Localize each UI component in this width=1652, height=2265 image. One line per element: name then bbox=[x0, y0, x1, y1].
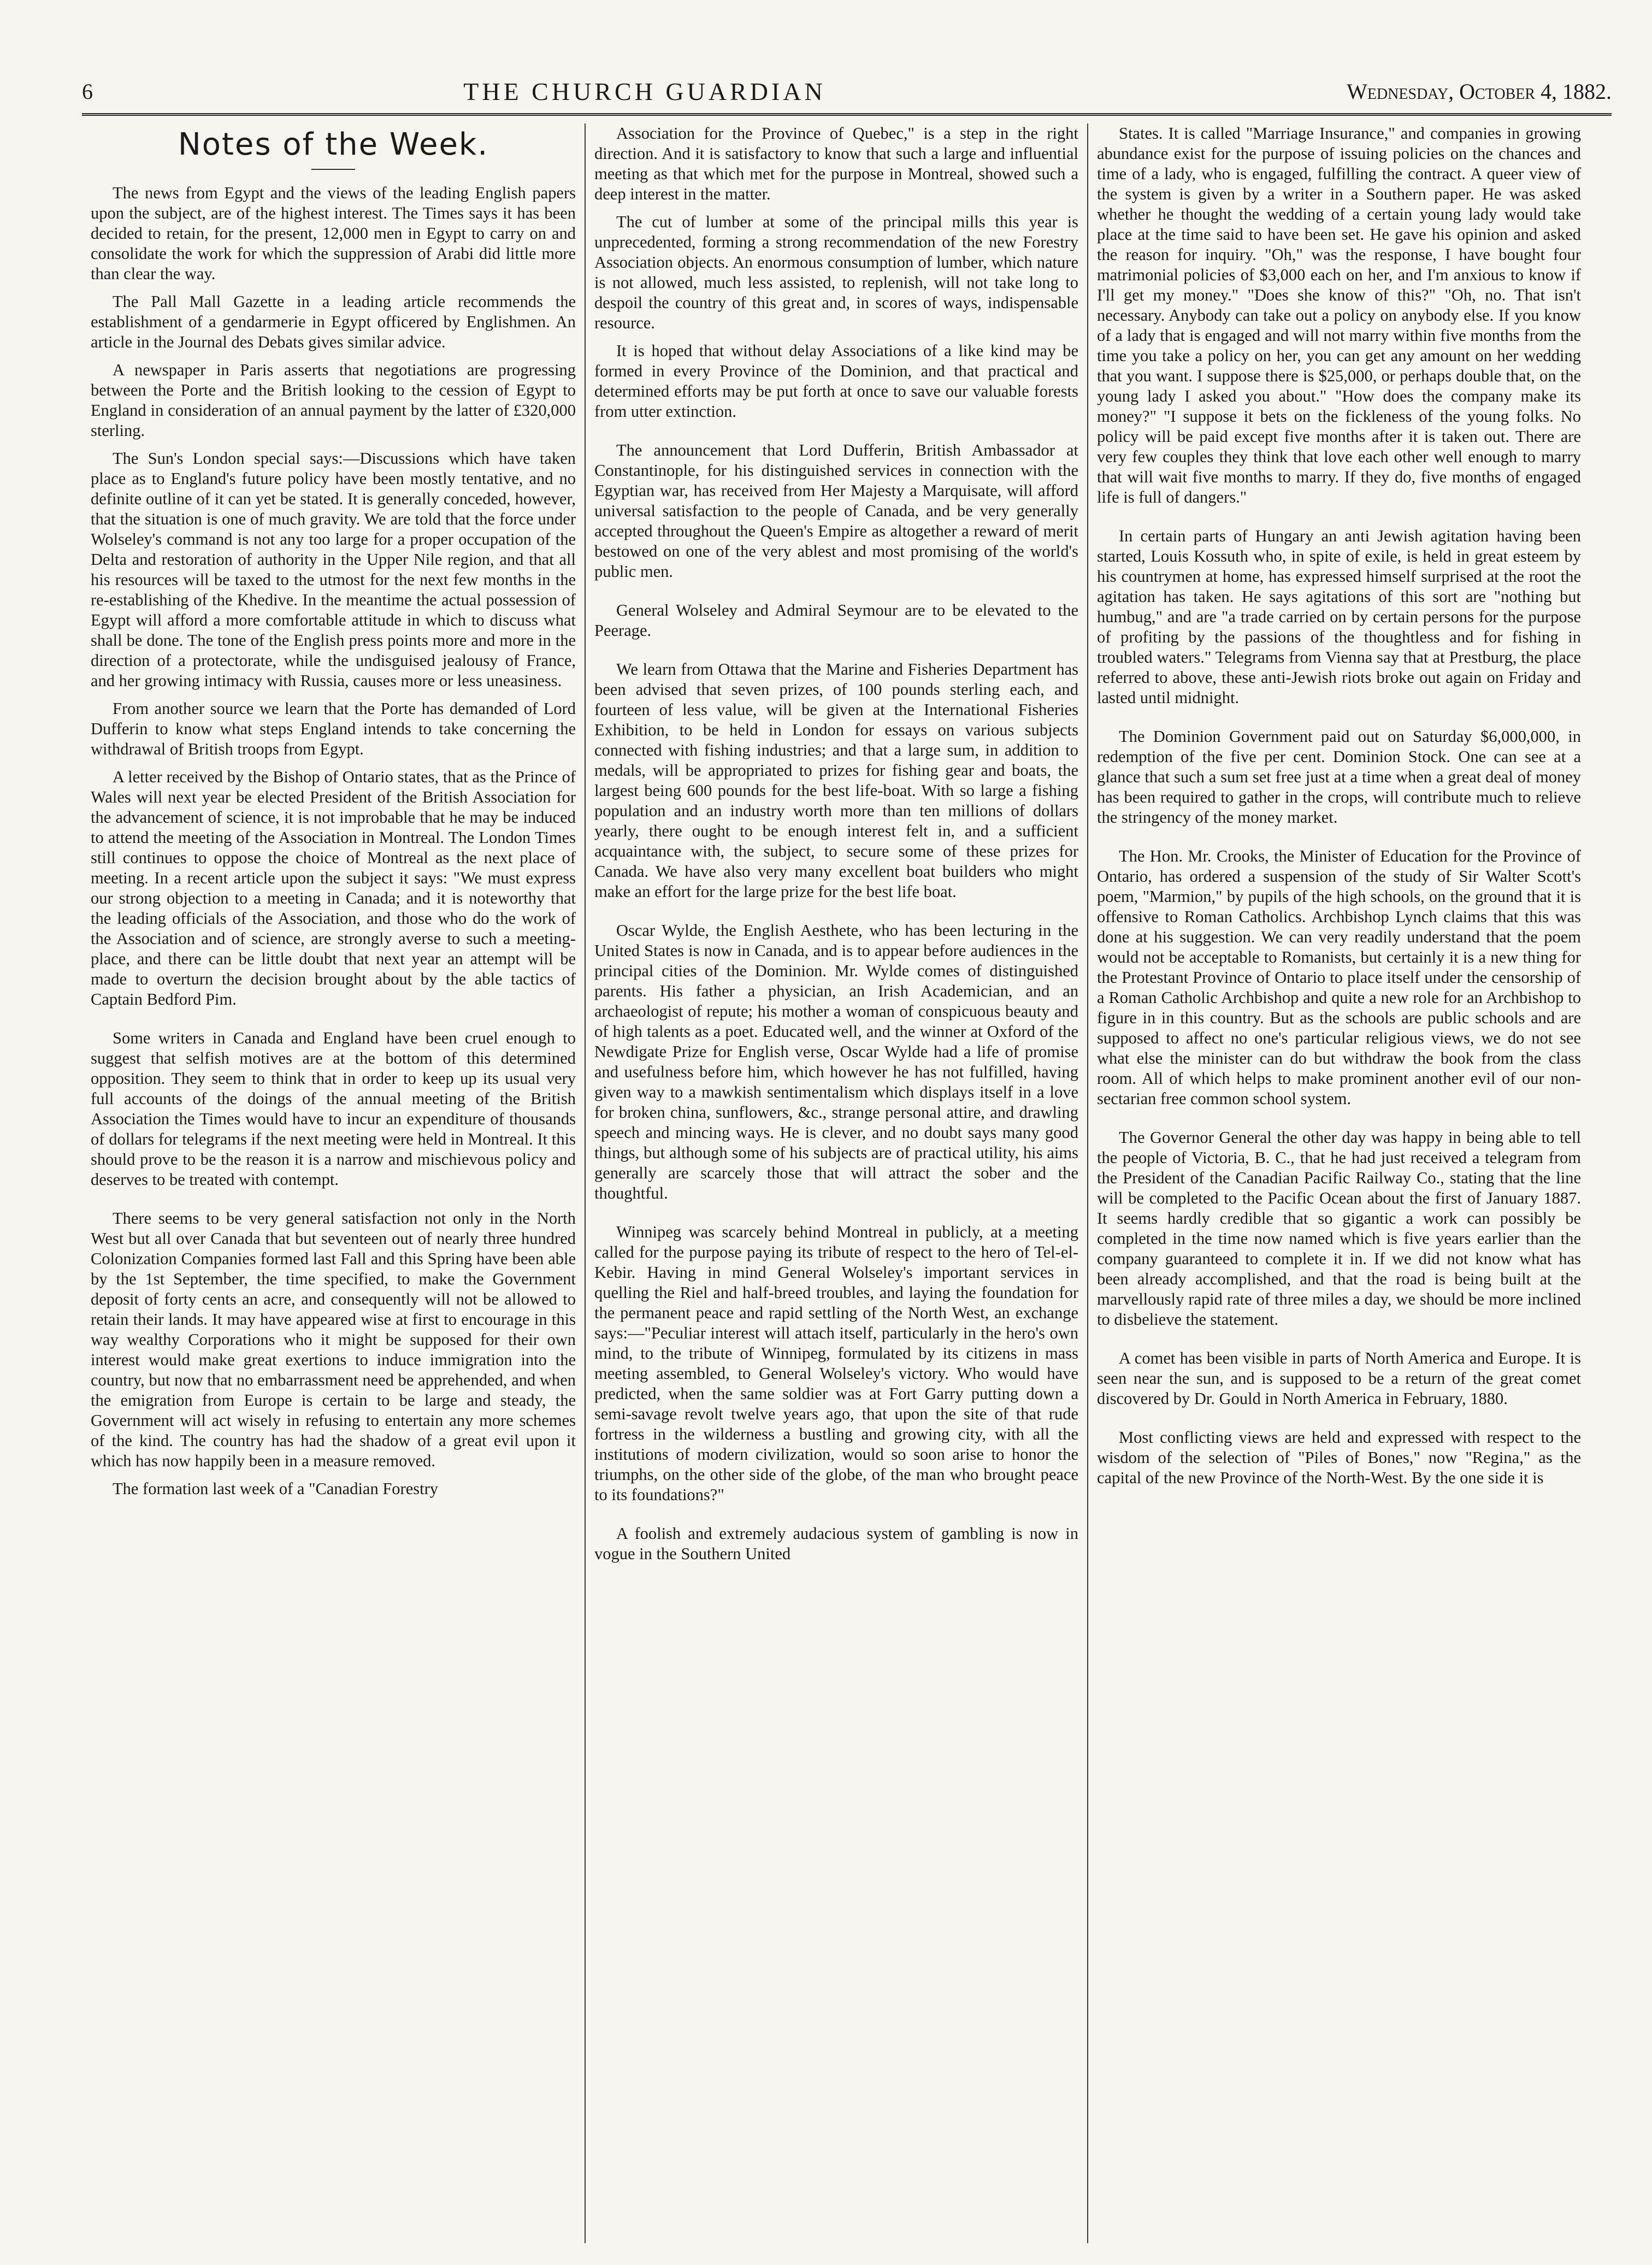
newspaper-title: THE CHURCH GUARDIAN bbox=[463, 77, 826, 105]
article-columns bbox=[82, 123, 1612, 2243]
paragraph: A letter received by the Bishop of Ontario states, that as the Prince of Wales will next year be elected President of the British Association for the advancement of science, it is not improbable that he may be induced to attend the meeting of the Association in Montreal. The London Times still continues to oppose the choice of Montreal as the next place of meeting. In a recent article upon the subject it says: "We must express our strong objection to a meeting in Canada; and it is noteworthy that the leading officials of the Association, and those who do the work of the Association and of science, are strongly averse to such a meeting-place, and there can be little doubt that next year an attempt will be made to overturn the decision brought about by the able tactics of Captain Bedford Pim. bbox=[91, 768, 576, 1008]
paragraph: Association for the Province of Quebec," is a step in the right direction. And it is satisfactory to know that such a large and influential meeting as that which met for the purpose in Montreal, showed such a deep interest in the matter. bbox=[594, 124, 1078, 203]
column-1-paragraphs bbox=[91, 183, 576, 1499]
paragraph: In certain parts of Hungary an anti Jewish agitation having been started, Louis Kossuth who, in spite of exile, is held in great esteem by his countrymen at home, has expressed himself surprised at the root the agitation has taken. He says agitations of this sort are "nothing but humbug," and are "a trade carried on by certain persons for the purpose of profiting by the passions of the thoughtless and for fishing in troubled waters." Telegrams from Vienna say that at Prestburg, the place referred to above, these anti-Jewish riots broke out again on Friday and lasted until midnight. bbox=[1097, 527, 1581, 707]
paragraph: Oscar Wylde, the English Aesthete, who has been lecturing in the United States is now in Canada, and is to appear before audiences in the principal cities of the Dominion. Mr. Wylde comes of distinguished parents. His father a physician, an Irish Academician, and an archaeologist of repute; his mother a woman of conspicuous beauty and of high talents as a poet. Educated well, and the winner at Oxford of the Newdigate Prize for English verse, Oscar Wylde had a life of promise and usefulness before him, which however he has not fulfilled, having given way to a mawkish sentimentalism which displays itself in a love for broken china, sunflowers, &c., strange personal attire, and drawling speech and mincing ways. He is clever, and no doubt says many good things, but although some of his subjects are of practical utility, his aims generally are scarcely those that will attract the sober and the thoughtful. bbox=[594, 921, 1078, 1202]
paragraph: A foolish and extremely audacious system of gambling is now in vogue in the Southern United bbox=[594, 1524, 1078, 1563]
paragraph: The Dominion Government paid out on Saturday $6,000,000, in redemption of the five per cent. Dominion Stock. One can see at a glance that such a sum set free just at a time when a great deal of money has been required to gather in the crops, will contribute much to relieve the stringency of the money market. bbox=[1097, 727, 1581, 827]
column-2-paragraphs bbox=[594, 123, 1078, 1564]
paragraph: Winnipeg was scarcely behind Montreal in publicly, at a meeting called for the purpose paying its tribute of respect to the hero of Tel-el-Kebir. Having in mind General Wolseley's important services in quelling the Riel and half-breed troubles, and laying the foundation for the permanent peace and rapid settling of the North West, an exchange says:—"Peculiar interest will attach itself, particularly in the hero's own mind, to the tribute of Winnipeg, formulated by its citizens in mass meeting assembled, to General Wolseley's victory. Who would have predicted, when the same soldier was at Fort Garry putting down a semi-savage revolt twelve years ago, that upon the site of that rude fortress in the wilderness a bustling and growing city, with all the institutions of modern civilization, would so soon arise to honor the triumphs, on the other side of the globe, of the man who brought peace to its foundations?" bbox=[594, 1223, 1078, 1504]
masthead-rule bbox=[82, 113, 1612, 116]
paragraph: The Hon. Mr. Crooks, the Minister of Education for the Province of Ontario, has ordered a suspension of the study of Sir Walter Scott's poem, "Marmion," by pupils of the high schools, on the ground that it is offensive to Roman Catholics. Archbishop Lynch claims that this was done at his suggestion. We can very readily understand that the poem would not be acceptable to Romanists, but certainly it is a new thing for the Protestant Province of Ontario to place itself under the censorship of a Roman Catholic Archbishop and quite a new role for an Archbishop to figure in in this country. But as the schools are public schools and are supposed to affect no one's particular religious views, we do not see what else the minister can do but withdraw the book from the class room. All of which helps to make prominent another evil of our non-sectarian free common school system. bbox=[1097, 847, 1581, 1108]
paragraph: General Wolseley and Admiral Seymour are to be elevated to the Peerage. bbox=[594, 601, 1078, 640]
paragraph: The Pall Mall Gazette in a leading article recommends the establishment of a gendarmerie in Egypt officered by Englishmen. An article in the Journal des Debats gives similar advice. bbox=[91, 292, 576, 351]
paragraph: From another source we learn that the Porte has demanded of Lord Dufferin to know what steps England intends to take concerning the withdrawal of British troops from Egypt. bbox=[91, 699, 576, 758]
paragraph: We learn from Ottawa that the Marine and Fisheries Department has been advised that seven prizes, of 100 pounds sterling each, and fourteen of less value, will be given at the International Fisheries Exhibition, to be held in London for essays on various subjects connected with fishing industries; and that a large sum, in addition to medals, will be appropriated to prizes for fishing gear and boats, the largest being 600 pounds for the best life-boat. With so large a fishing population and an industry worth more than ten millions of dollars yearly, there ought to be enough interest felt in, and a sufficient acquaintance with, the subject, to secure some of these prizes for Canada. We have also very many excellent boat builders who might make an effort for the large prize for the best life boat. bbox=[594, 660, 1078, 901]
paragraph: Some writers in Canada and England have been cruel enough to suggest that selfish motives are at the bottom of this determined opposition. They seem to think that in order to keep up its usual very full accounts of the doings of the annual meeting of the British Association the Times would have to incur an expenditure of thousands of dollars for telegrams if the next meeting were held in Montreal. It this should prove to be the reason it is a narrow and mischievous policy and deserves to be treated with contempt. bbox=[91, 1029, 576, 1189]
column-3-paragraphs bbox=[1097, 123, 1581, 1488]
masthead bbox=[82, 70, 1612, 113]
paragraph: The announcement that Lord Dufferin, British Ambassador at Constantinople, for his distinguished services in connection with the Egyptian war, has received from Her Majesty a Marquisate, will afford universal satisfaction to the people of Canada, and be very generally accepted throughout the Queen's Empire as altogether a reward of merit bestowed on one of the very ablest and most promising of the world's public men. bbox=[594, 441, 1078, 581]
paragraph: There seems to be very general satisfaction not only in the North West but all over Canada that but seventeen out of nearly three hundred Colonization Companies formed last Fall and this Spring have been able by the 1st September, the time specified, to make the Government deposit of forty cents an acre, and consequently will not be allowed to retain their lands. It may have appeared wise at first to encourage in this way wealthy Corporations who it might be supposed for their own interest would make great exertions to induce immigration into the country, but now that no embarrassment need be apprehended, and when the emigration from Europe is certain to be large and steady, the Government will act wisely in refusing to entertain any more schemes of the kind. The country has had the shadow of a great evil upon it which has now happily been in a measure removed. bbox=[91, 1209, 576, 1470]
section-heading: Notes of the Week. bbox=[178, 127, 489, 162]
column-3 bbox=[1087, 123, 1590, 2243]
page-number: 6 bbox=[82, 79, 93, 104]
paragraph: States. It is called "Marriage Insurance," and companies in growing abundance exist for the purpose of issuing policies on the chances and time of a lady, who is engaged, fulfilling the contract. A queer view of the system is given by a writer in a Southern paper. He was asked whether he thought the wedding of a certain young lady would take place at the time said to have been set. He gave his opinion and asked the reason for inquiry. "Oh," was the response, I have bought four matrimonial policies of $3,000 each on her, and I'm anxious to know if I'll get my money." "Does she know of this?" "Oh, no. That isn't necessary. Anybody can take out a policy on anybody else. If you know of a lady that is engaged and will not marry within five months from the time you take a policy on her, you can get any amount on her wedding that you want. I suppose there is $25,000, or perhaps double that, on the young lady I asked you about." "How does the company make its money?" "I suppose it bets on the fickleness of the young folks. No policy will be paid except five months after it is taken out. There are very few couples they think that love each other well enough to marry that will wait five months to marry. If they do, five months of engaged life is full of dangers." bbox=[1097, 124, 1581, 506]
paragraph: The Sun's London special says:—Discussions which have taken place as to England's future policy have been mostly tentative, and no definite outline of it can yet be stated. It is generally conceded, however, that the situation is one of much gravity. We are told that the force under Wolseley's command is not any too large for a proper occupation of the Delta and restoration of authority in the Upper Nile region, and that all his resources will be taxed to the utmost for the next few months in the re-establishing of the Khedive. In the meantime the actual possession of Egypt will afford a more comfortable attitude in which to discuss what shall be done. The tone of the English press points more and more in the direction of a protectorate, while the undisguised jealousy of France, and her growing intimacy with Russia, causes more or less uneasiness. bbox=[91, 449, 576, 690]
column-2 bbox=[585, 123, 1087, 2243]
paragraph: The cut of lumber at some of the principal mills this year is unprecedented, forming a strong recommendation of the new Forestry Association objects. An enormous consumption of lumber, which nature is not allowed, much less assisted, to replenish, will not take long to despoil the country of this great and, in scores of ways, indispensable resource. bbox=[594, 213, 1078, 332]
paragraph: The formation last week of a "Canadian Forestry bbox=[113, 1479, 439, 1498]
heading-rule bbox=[311, 169, 355, 170]
paragraph: It is hoped that without delay Associations of a like kind may be formed in every Province of the Dominion, and that practical and determined efforts may be put forth at once to save our valuable forests from utter extinction. bbox=[594, 341, 1078, 421]
paragraph: The Governor General the other day was happy in being able to tell the people of Victoria, B. C., that he had just received a telegram from the President of the Canadian Pacific Railway Co., stating that the line will be completed to the Pacific Ocean about the first of January 1887. It seems hardly credible that so gigantic a work can possibly be completed in the time now named which is five years earlier than the company guaranteed to complete it in. If we did not know what has been already accomplished, and that the road is being built at the marvellously rapid rate of three miles a day, we should be more inclined to disbelieve the statement. bbox=[1097, 1128, 1581, 1329]
paragraph: A newspaper in Paris asserts that negotiations are progressing between the Porte and the British looking to the cession of Egypt to England in consideration of an annual payment by the latter of £320,000 sterling. bbox=[91, 361, 576, 440]
paragraph: A comet has been visible in parts of North America and Europe. It is seen near the sun, and is supposed to be a return of the great comet discovered by Dr. Gould in North America in February, 1880. bbox=[1097, 1349, 1581, 1408]
issue-date: Wednesday, October 4, 1882. bbox=[1347, 79, 1612, 104]
paragraph: The news from Egypt and the views of the leading English papers upon the subject, are of the highest interest. The Times says it has been decided to retain, for the present, 12,000 men in Egypt to carry on and consolidate the work for which the suppression of Arabi did little more than clear the way. bbox=[91, 184, 576, 283]
column-1 bbox=[82, 123, 585, 2243]
paragraph: Most conflicting views are held and expressed with respect to the wisdom of the selection of "Piles of Bones," now "Regina," as the capital of the new Province of the North-West. By the one side it is bbox=[1097, 1428, 1581, 1487]
